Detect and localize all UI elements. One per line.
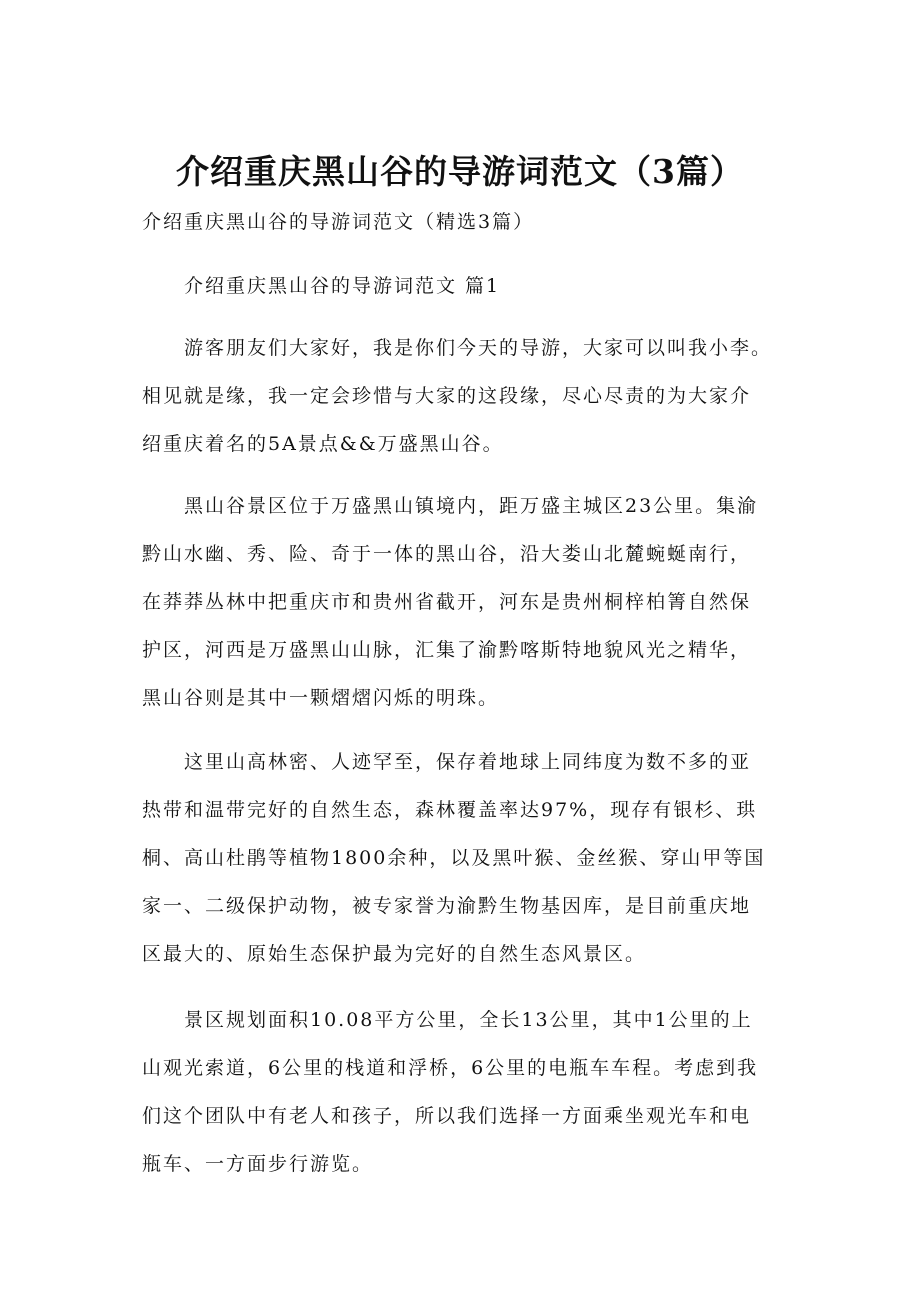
paragraph-line: 游客朋友们大家好，我是你们今天的导游，大家可以叫我小李。 <box>184 337 773 359</box>
section-heading: 介绍重庆黑山谷的导游词范文 篇1 <box>184 275 501 297</box>
paragraph-line: 相见就是缘，我一定会珍惜与大家的这段缘，尽心尽责的为大家介 <box>142 385 752 407</box>
paragraph-1 <box>142 324 802 468</box>
paragraph-line: 瓶车、一方面步行游览。 <box>142 1153 374 1175</box>
paragraph-4 <box>142 996 802 1188</box>
paragraph-line: 这里山高林密、人迹罕至，保存着地球上同纬度为数不多的亚 <box>184 751 752 773</box>
paragraph-line: 黑山谷则是其中一颗熠熠闪烁的明珠。 <box>142 687 500 709</box>
paragraph-line: 区最大的、原始生态保护最为完好的自然生态风景区。 <box>142 943 647 965</box>
paragraph-line: 热带和温带完好的自然生态，森林覆盖率达97%，现存有银杉、珙 <box>142 799 758 821</box>
paragraph-line: 桐、高山杜鹃等植物1800余种，以及黑叶猴、金丝猴、穿山甲等国 <box>142 847 766 869</box>
paragraph-line: 们这个团队中有老人和孩子，所以我们选择一方面乘坐观光车和电 <box>142 1105 752 1127</box>
paragraph-line: 黑山谷景区位于万盛黑山镇境内，距万盛主城区23公里。集渝 <box>184 495 759 517</box>
paragraph-line: 在莽莽丛林中把重庆市和贵州省截开，河东是贵州桐梓柏箐自然保 <box>142 591 752 613</box>
paragraph-line: 景区规划面积10.08平方公里，全长13公里，其中1公里的上 <box>184 1009 753 1031</box>
paragraph-line: 山观光索道，6公里的栈道和浮桥，6公里的电瓶车车程。考虑到我 <box>142 1057 759 1079</box>
paragraph-line: 护区，河西是万盛黑山山脉，汇集了渝黔喀斯特地貌风光之精华， <box>142 639 752 661</box>
document-subtitle: 介绍重庆黑山谷的导游词范文（精选3篇） <box>142 211 535 233</box>
paragraph-2 <box>142 482 802 722</box>
paragraph-line: 家一、二级保护动物，被专家誉为渝黔生物基因库，是目前重庆地 <box>142 895 752 917</box>
paragraph-line: 黔山水幽、秀、险、奇于一体的黑山谷，沿大娄山北麓蜿蜒南行， <box>142 543 752 565</box>
paragraph-line: 绍重庆着名的5A景点&&万盛黑山谷。 <box>142 433 504 455</box>
paragraph-3 <box>142 738 802 978</box>
document-title: 介绍重庆黑山谷的导游词范文（3篇） <box>176 152 744 191</box>
